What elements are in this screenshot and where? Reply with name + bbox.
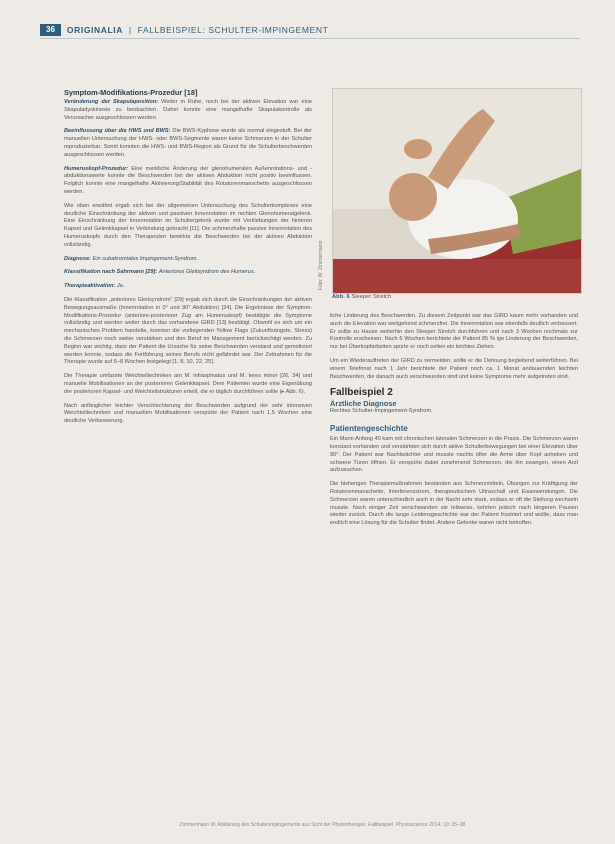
section-divider: |: [125, 25, 135, 35]
paragraph-classification-details: Die Klassifikation „anteriores Gleitsyndrom“ [29] ergab sich durch die Einschränkungen der aktiven Bewegungsausmaße (Innenrotation in 0° und 90° Abduktion) [24]. Die Ergebnisse der Symptom-Modifikations-Prozedur (anteriore-posteriorer Zug am Humeruskopf) bestätigte die Symptome vollständig und werden weiter durch das vorhandene GIRD [13] bestätigt. Obwohl es sich um ein mechanisches Problem handelte, konnten die vorliegenden Yellow Flags (Zukunftsängste, Stress) die Schmerzen noch weiter verstärken und den Beruf im Management berücksichtigt werden. Zu Beginn war wichtig, dass der Patient die Ursache für seine Beschwerden verstand und gemotiviert werden konnte, sodass die Fortführung seines Berufs nicht gefährdet war. Der Zeitrahmen für die Therapie wurde auf 6–8 Wochen festgelegt [1, 8, 10, 22, 25].: [64, 296, 312, 366]
section-subtitle: FALLBEISPIEL: SCHULTER-IMPINGEMENT: [137, 25, 329, 35]
procedure-heading: Symptom-Modifikations-Prozedur [18]: [64, 88, 198, 97]
classification-text: Anteriores Gleitsyndrom des Humerus.: [158, 269, 256, 276]
paragraph-therapy-activation: [64, 283, 312, 291]
paragraph-followup: liche Linderung des Beschwerden. Zu diesem Zeitpunkt war das GIRD kaum mehr vorhanden und auch die Elevation war weitgehend schmerzfrei. Die Innenrotation war ebenfalls deutlich verbessert. Er sollte zu Hause weiterhin den Sleeper Stretch durchführen und nach 3 Wochen nochmals zur Kontrolle erscheinen. Nach 6 Wochen berichtete der Patient 85 % ige Linderung der Beschwerden, nur bei Überkopfarbeiten spürte er noch selten ein leichtes Ziehen.: [330, 313, 578, 351]
scapula-text: Weder in Ruhe, noch bei der aktiven Elevation war eine Skapuladyskinesie zu beobachten. Daher konnte eine mangelhafte Skapulakontrolle als Verursacher ausgeschlossen werden.: [64, 99, 312, 121]
patient-history-heading: Patientengeschichte: [330, 424, 408, 434]
paragraph-spine: [64, 128, 312, 159]
medical-diagnosis-text: Rechtes Schulter-Impingement-Syndrom.: [330, 408, 433, 415]
page-header: [40, 24, 580, 36]
paragraph-history-1: Ein Mann Anfang 40 kam mit chronischen lateralen Schmerzen in die Praxis. Die Schmerzen waren konstant vorhanden und verstärkten sich durch aktive Schulterbewegungen bei einer Elevation über 90°. Der Patient war Nachtwächter und musste nachts öfter die Arme über Kopf anheben und schwere Türen öffnen. Er verspürte dabei zunehmend Schmerzen, die ihn zwangen, einen Arzt aufzusuchen.: [330, 436, 578, 474]
humeral-head-lead: Humeruskopf-Prozedur:: [64, 165, 129, 172]
photo-credit: Foto: W. Zimmermann: [318, 240, 324, 290]
humeral-head-text: Eine merkliche Änderung der glenohumeralen Außenrotations- und -abduktionswerte konnte die Beschwerden bei der aktiven Abduktion nicht positiv beeinflussen. Folglich konnte eine mangelhafte Aktivierung/Stabilität des Rotatorenmanschette ausgeschlossen werden.: [64, 165, 312, 195]
therapy-lead: Therapieaktivation:: [64, 283, 116, 290]
paragraph-therapy: Die Therapie umfasste Weichteiltechniken am M. infraspinatus und M. teres minor [26, 34] und manuelle Mobilisationen an der posterioren Gelenkkapsel. Dem Patienten wurde eine Eigenübung der posterioren Kapsel- und Weichteilstrukturen erteilt, die er täglich durchführen sollte (▸ Abb. 6).: [64, 373, 312, 395]
caption-label: Abb. 6: [332, 294, 350, 300]
medical-diagnosis-heading: Ärztliche Diagnose: [330, 399, 397, 409]
spine-text: Die BWS-Kyphose wurde als normal eingestuft. Bei der manuellen Untersuchung der HWS- oder BWS-Segmente waren keine Schmerzen in der Schulter reproduzierbar. Somit konnten die HWS- und BWS-Region als Grund für die Schulterbeschwerden ausgeschlossen werden.: [64, 128, 312, 158]
paragraph-scapula: [64, 99, 312, 122]
caption-text: Sleeper Stretch: [351, 294, 392, 300]
therapy-text: Ja.: [116, 283, 125, 290]
paragraph-progress: Nach anfänglicher leichter Verschlechterung der Beschwerden aufgrund der sehr intensiven Weichteiltechniken und manuellen Mobilisationen verspürte der Patient nach 1,5 Wochen eine deutliche Verbesserung.: [64, 402, 312, 425]
section-label: [67, 25, 329, 35]
paragraph-outcome: Um ein Wiederauftreten der GIRD zu vermeiden, sollte er die Dehnung begleitend weiterführen. Bei einem Telefonat nach 1 Jahr berichtete der Patient noch ca. 1 Monat andauernden leichten Beschwerden, die danach auch verschwunden sind und keine Symptome mehr aufgetreten sind.: [330, 357, 578, 380]
photo-illustration: [333, 89, 581, 293]
right-column: [330, 313, 578, 534]
section-name: ORIGINALIA: [66, 25, 123, 35]
left-column: [64, 88, 312, 432]
scapula-lead: Veränderung der Skapulaposition:: [64, 99, 159, 105]
spine-lead: Beeinflussung über die HWS und BWS:: [64, 128, 171, 135]
classification-lead: Klassifikation nach Sahrmann [29]:: [64, 269, 158, 276]
figure-caption: [332, 294, 580, 304]
paragraph-diagnosis: [64, 256, 312, 264]
paragraph-findings: Wie oben erwähnt ergab sich bei der allgemeinen Untersuchung des Schulterkomplexes eine deutliche Einschränkung der aktiven und passiven Innenrotation im rechten Glenohumeralgelenk. Eine Einschränkung der Innenrotation im Schultergelenk wurde mit Verklebungen der hinteren Kapsel und Gelenkkapsel in Verbindung gebracht [11]. Die schmerzhafte passive Innenrotation des Humeruskopfs durch den Therapeuten bewirkte die Beschwerden bei der aktiven Abduktion vollständig.: [64, 202, 312, 248]
page-number: 36: [40, 24, 61, 36]
paragraph-history-2: Die bisherigen Therapiemaßnahmen bestanden aus Schmerzmitteln, Übungen zur Kräftigung der Rotatorenmanschette, Interferenzstrom, therapeutischem Ultraschall und Eisanwendungen. Die Schmerzen waren unterschiedlich auch in der Nacht sehr stark, sodass er oft die Stellung wechseln musste. Nach einiger Zeit verschwanden sie teilweise, kehrten jedoch nach längeren Pausen wieder zurück. Durch die lange Leidensgeschichte war der Patient frustriert und wollte, dass man endlich eine Lösung für die Schulter findet. Andere Gelenke waren nicht betroffen.: [330, 481, 578, 527]
case-2-heading: Fallbeispiel 2: [330, 387, 393, 399]
diagnosis-lead: Diagnose:: [64, 255, 92, 262]
header-rule: [40, 38, 580, 39]
diagnosis-text: Ein subakromiales Impingement-Syndrom.: [92, 255, 199, 262]
sleeper-stretch-photo: [332, 88, 582, 294]
paragraph-classification: [64, 269, 312, 277]
paragraph-humeral-head: [64, 166, 312, 197]
page-footer: Zimmermann W. Abklärung des Schulterimpingements aus Sicht der Physiotherapie: Fallbeispiel. Physioscience 2014; 10: 35–38: [179, 822, 466, 828]
